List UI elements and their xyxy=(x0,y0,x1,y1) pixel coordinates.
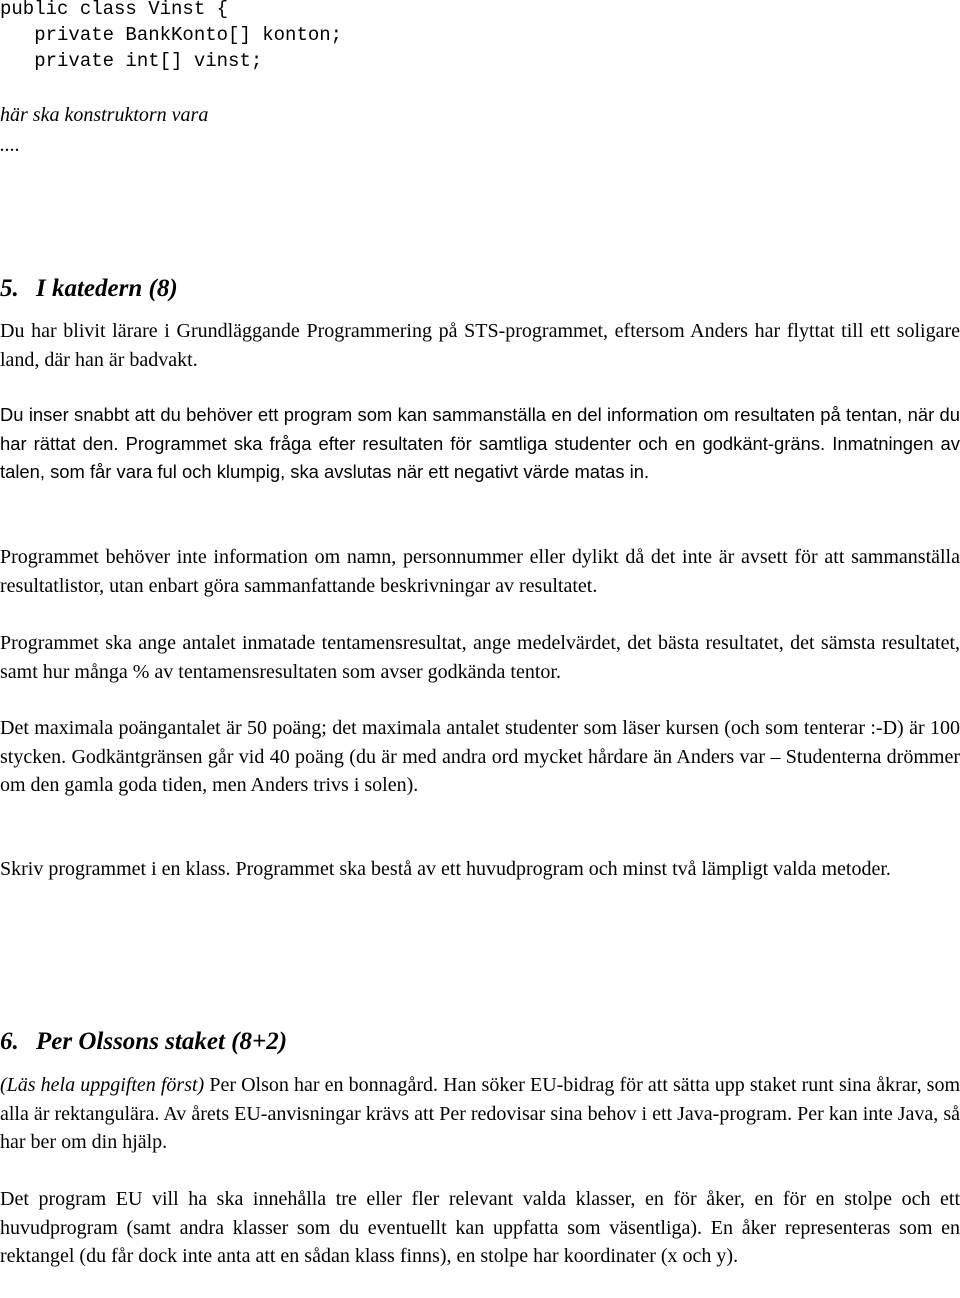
task-5-title: I katedern (8) xyxy=(36,275,178,302)
task-5-paragraph-2 xyxy=(0,401,960,487)
code-line: public class Vinst { xyxy=(0,0,229,20)
task-5-sentence-2: Programmet ska fråga efter resultaten för samtliga studenter och en godkänt-gräns. xyxy=(125,432,826,454)
ellipsis: .... xyxy=(0,134,20,156)
task-5-sentence-1: Du inser snabbt att du behöver ett program som kan sammanställa en del information om resultaten på tentan, när du har rättat den. xyxy=(0,404,960,454)
task-5-paragraph-6: Skriv programmet i en klass. Programmet ska bestå av ett huvudprogram och minst två lämpligt valda metoder. xyxy=(0,858,891,880)
task-6-number: 6. xyxy=(0,1028,19,1055)
task-5-paragraph-3: Programmet behöver inte information om namn, personnummer eller dylikt då det inte är avsett för att sammanställa resultatlistor, utan enbart göra sammanfattande beskrivningar av resultatet. xyxy=(0,546,960,597)
constructor-note: här ska konstruktorn vara xyxy=(0,104,209,126)
task-6-title: Per Olssons staket (8+2) xyxy=(36,1028,288,1055)
task-5-paragraph-1: Du har blivit lärare i Grundläggande Programmering på STS-programmet, eftersom Anders har flyttat till ett soligare land, där han är badvakt. xyxy=(0,320,960,371)
task-5-number: 5. xyxy=(0,275,19,302)
task-5-sentence-3: Inmatningen av talen, som får vara ful och klumpig, ska avslutas när ett negativt värde matas in. xyxy=(0,432,960,482)
code-block xyxy=(0,0,342,74)
task-6-heading xyxy=(0,1026,287,1058)
task-6-paragraph-2: Det program EU vill ha ska innehålla tre eller fler relevant valda klasser, en för åker, en för en stolpe och ett huvudprogram (samt andra klasser som du eventuellt kan uppfatta som väsentliga). En åker representeras som en rektangel (du får dock inte anta att en sådan klass finns), en stolpe har koordinater (x och y). xyxy=(0,1188,960,1267)
task-5-paragraph-5: Det maximala poängantalet är 50 poäng; det maximala antalet studenter som läser kursen (och som tenterar :-D) är 100 stycken. Godkäntgränsen går vid 40 poäng (du är med andra ord mycket hårdare än Anders var – Studenterna drömmer om den gamla goda tiden, men Anders trivs i solen). xyxy=(0,717,960,796)
task-6-paragraph-1-text: Per Olson har en bonnagård. Han söker EU-bidrag för att sätta upp staket runt sina åkrar, som alla är rektangulära. Av årets EU-anvisningar krävs att Per redovisar sina behov i ett Java-program. Per kan inte Java, så har ber om din hjälp. xyxy=(0,1074,960,1153)
task-5-heading xyxy=(0,273,178,305)
task-6-intro-note: (Läs hela uppgiften först) xyxy=(0,1074,205,1096)
code-line: private BankKonto[] konton; xyxy=(0,24,343,46)
task-5-paragraph-4: Programmet ska ange antalet inmatade tentamensresultat, ange medelvärdet, det bästa resultatet, det sämsta resultatet, samt hur många % av tentamensresultaten som avser godkända tentor. xyxy=(0,632,960,683)
task-6-paragraph-1 xyxy=(0,1071,960,1157)
code-line: private int[] vinst; xyxy=(0,50,263,72)
